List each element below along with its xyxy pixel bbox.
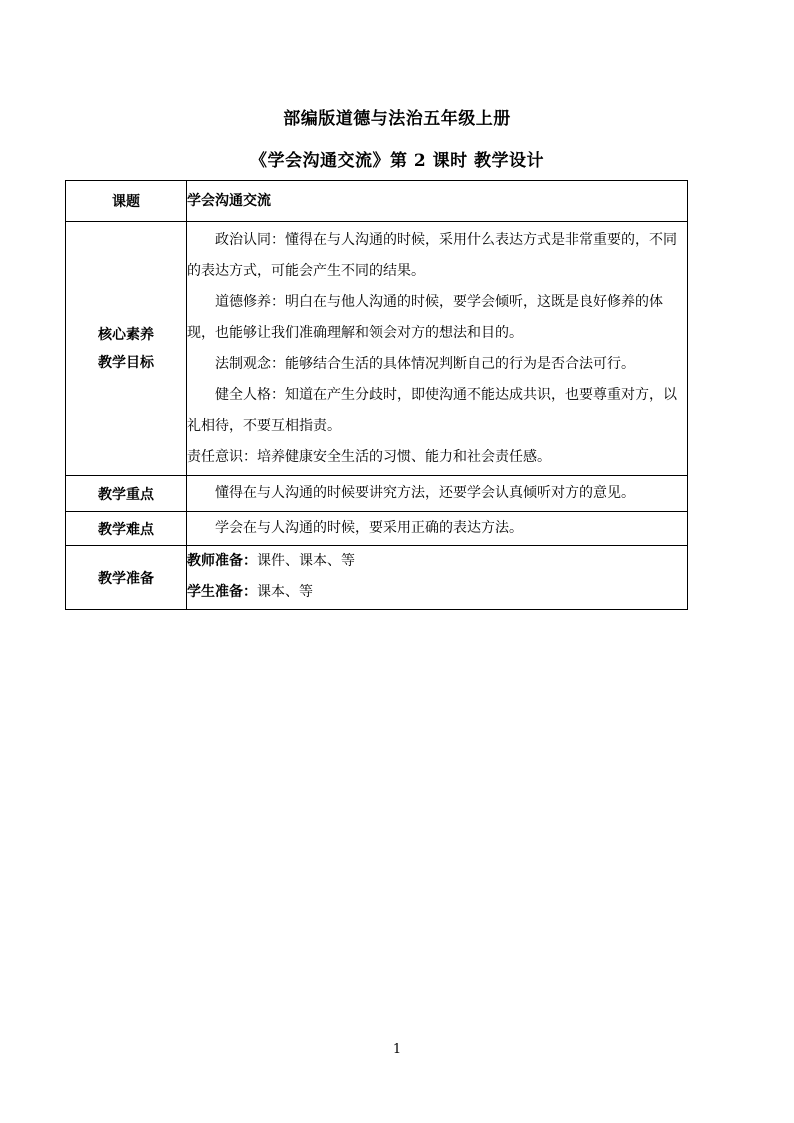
preparation-content xyxy=(187,546,688,610)
goals-content xyxy=(187,222,688,476)
goals-label-line2: 教学目标 xyxy=(98,354,154,371)
goal-item: 责任意识：培养健康安全生活的习惯、能力和社会责任感。 xyxy=(187,449,551,465)
table-row-goals xyxy=(66,222,688,476)
difficulties-text: 学会在与人沟通的时候，要采用正确的表达方法。 xyxy=(215,520,523,536)
table-row-preparation xyxy=(66,546,688,610)
goal-item: 健全人格：知道在产生分歧时，即使沟通不能达成共识，也要尊重对方，以礼相待，不要互相指责。 xyxy=(187,387,677,434)
goal-item: 道德修养：明白在与他人沟通的时候，要学会倾听，这既是良好修养的体现，也能够让我们准确理解和领会对方的想法和目的。 xyxy=(187,294,663,341)
difficulties-content xyxy=(187,512,688,546)
teacher-preparation-label: 教师准备： xyxy=(187,553,257,569)
topic-value: 学会沟通交流 xyxy=(187,181,688,222)
table-row-difficulties xyxy=(66,512,688,546)
teacher-preparation-value: 课件、课本、等 xyxy=(257,553,355,569)
page-number: 1 xyxy=(392,1042,402,1057)
goals-label xyxy=(66,222,187,476)
preparation-label: 教学准备 xyxy=(66,546,187,610)
key-points-content xyxy=(187,476,688,512)
goal-item: 法制观念：能够结合生活的具体情况判断自己的行为是否合法可行。 xyxy=(215,356,635,372)
key-points-text: 懂得在与人沟通的时候要讲究方法，还要学会认真倾听对方的意见。 xyxy=(215,485,635,501)
document-subtitle: 《学会沟通交流》第 2 课时 教学设计 xyxy=(249,151,545,171)
goal-item: 政治认同：懂得在与人沟通的时候，采用什么表达方式是非常重要的，不同的表达方式，可能会产生不同的结果。 xyxy=(187,232,677,279)
topic-label: 课题 xyxy=(66,181,187,222)
student-preparation-value: 课本、等 xyxy=(257,584,313,600)
table-row-topic xyxy=(66,181,688,222)
document-title: 部编版道德与法治五年级上册 xyxy=(283,109,511,129)
table-row-key-points xyxy=(66,476,688,512)
teacher-preparation xyxy=(187,546,687,577)
lesson-plan-table xyxy=(65,180,688,610)
key-points-label: 教学重点 xyxy=(66,476,187,512)
student-preparation-label: 学生准备： xyxy=(187,584,257,600)
goals-label-line1: 核心素养 xyxy=(98,326,154,343)
student-preparation xyxy=(187,577,687,608)
difficulties-label: 教学难点 xyxy=(66,512,187,546)
